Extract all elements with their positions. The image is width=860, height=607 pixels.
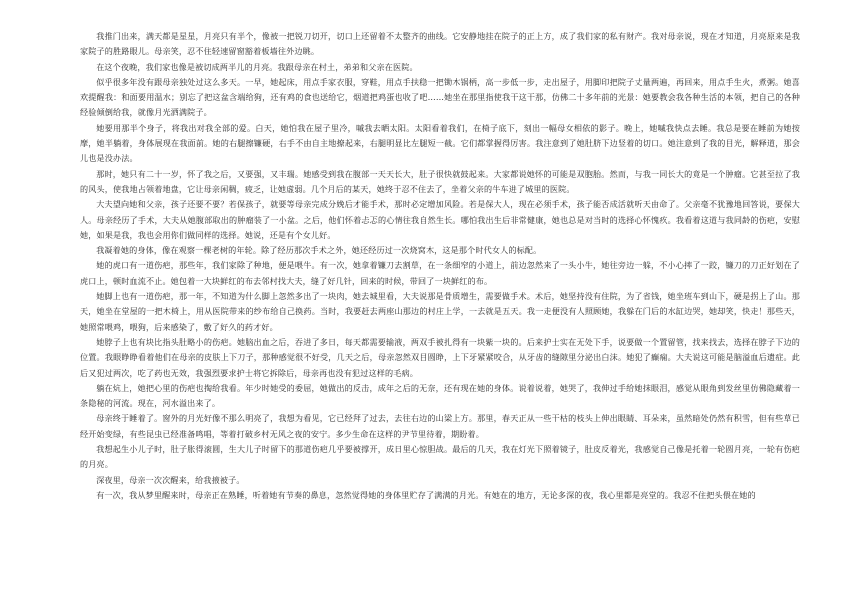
paragraph: 似乎很多年没有跟母亲独处过这么多天。一早，她起床，用点手家衣服，穿鞋，用点手扶稳一把锄木锅柄，高一步低一步，走出屋子，用脚印把院子丈量两遍，再回来，用点手生火，煮粥。她喜欢提醒我：和面要用温水；别忘了把这盆含端给狗，还有鸡的食也送给它，烟道把鸡蛋也收了吧……她坐在那里指使我干这干那，仿佛二十多年前的光景：她要教会我各种生活的本领，把自己的各种经验倾倒给我，就像月光洒满院子。 bbox=[80, 76, 800, 118]
article-body bbox=[80, 29, 800, 503]
paragraph: 躺在炕上，她把心里的伤疤也掏给我看。年少时她受的委屈，她做出的反击，成年之后的无奈，还有现在她的身体。说着说着，她哭了，我伸过手给她抹眼泪，感觉从眼角到发丝里仿佛隐藏着一条隐秘的河流。现在，河水溢出来了。 bbox=[80, 382, 800, 409]
paragraph: 她的虎口有一道伤疤，那些年，我们家除了种地，便是喂牛。有一次，她拿着镰刀去割草，在一条细窄的小道上，前边忽然来了一头小牛，她往旁边一躲，不小心摔了一跤，镰刀的刀正好划在了虎口上，顿时血流不止。她包着一大块鲜红的布去邻村找大夫，缝了好几针，回来的时候，带回了一块鲜红的布。 bbox=[80, 260, 800, 286]
paragraph: 我凝着她的身体，像在观察一棵老树的年轮。除了经历那次手术之外，她还经历过一次烧窝木，这是那个时代女人的标配。 bbox=[96, 245, 542, 256]
paragraph: 她脚上也有一道伤疤，那一年，不知道为什么脚上忽然多出了一块肉，她去城里看，大夫说那是骨质增生，需要做手术。术后，她坚持没有住院，为了省钱，她坐班车到山下，硬是拐上了山。那天，她坐在堂屋的一把木椅上，用从医院带来的纱布给自己换药。当时，我要赶去两座山那边的村庄上学，一去就是五天。我一走便没有人照顾她，我躲在门后的水缸边哭，她却笑，快走！那些天，她照常喂鸡，喂狗，后来感染了，敷了好久的药才好。 bbox=[80, 291, 800, 332]
paragraph: 有一次，我从梦里醒来时，母亲正在熟睡，听着她有节奏的鼻息，忽然觉得她的身体里贮存了满满的月光。有她在的地方，无论多深的夜，我心里都是亮堂的。我忍不住把头偎在她的 bbox=[96, 489, 756, 500]
paragraph: 在这个夜晚，我们家也像是被切成两半儿的月亮。我跟母亲在村土，弟弟和父亲在医院。 bbox=[96, 61, 418, 72]
paragraph: 深夜里，母亲一次次醒来，给我掖被子。 bbox=[96, 474, 245, 485]
paragraph: 她要用那半个身子，将我出对我全部的爱。白天，她怕我在屋子里冷，嘁我去晒太阳。太阳看着我们，在椅子底下，刻出一幅母女相依的影子。晚上，她嘁我快点去睡。我总是要在睡前为她按摩，她半躺着，身体展现在我面前。她的右腿擦镰硬，右手不由自主地撩起来，右腿明显比左腿短一截。它们都掌握得厉害。我注意到了她肚脐下边竖着的切口。她注意到了我的目光，解释道，那会儿也是没办法。 bbox=[80, 122, 800, 164]
paragraph: 她脖子上也有块比指头肚略小的伤疤。她脑出血之后，吞进了多日，每天都需要输液，两双手被扎得有一块紫一块的。后来护士实在无处下手，说要做一个置留管，找来找去，选择在脖子下边的位置。我眼睁睁看着他们在母亲的皮肤上下刀子，那种感觉很不好受，几天之后，母亲忽然双目圆睁，上下牙紧紧咬合，从牙齿的缝隙里分泌出白沫。她犯了癫痫。大夫说这可能是脑溢血后遗症。此后又犯过两次，吃了药也无效，我强烈要求护士将它拆除后，母亲再也没有犯过这样的毛病。 bbox=[80, 336, 800, 378]
paragraph: 那时，她只有二十一岁，怀了我之后，又要强，又丰瑞。她感受到我在腹部一天天长大，肚子很快就鼓起来。大家都说她怀的可能是双胞胎。然而，与我一同长大的竟是一个肿瘤。它甚至拉了我的风头，使我地占领着地盘，它让母亲闲稠，疲乏，让她虚弱。几个月后的某天，她终于忍不住去了，坐着父亲的牛车进了城里的医院。 bbox=[80, 168, 800, 194]
paragraph: 我想起生小儿子时，肚子胀得滚圆，生大儿子时留下的那道伤疤几乎要被撑开，成日里心惊胆战。最后的几天，我在灯光下照着镜子，肚皮反着光，我感觉自己像是托着一轮圆月亮，一轮有伤疤的月亮。 bbox=[80, 444, 800, 470]
paragraph: 大夫望向她和父亲，孩子还要不要？若保孩子，就要等母亲完成分娩后才能手术，那时必定增加风险。若是保大人，现在必须手术，孩子能否成活就听天由命了。父亲毫不犹豫地回答说，要保大人。母亲经历了手术，大夫从她腹部取出的肿瘤装了一小盆。之后，他们怀着忐忑的心情往我自然生长。哪怕我出生后非常健康，她也总是对当时的选择心怀愧疚。我看着这道与我同龄的伤疤，安慰她，如果是我，我也会用你们做同样的选择。她说，还是有个女儿好。 bbox=[80, 199, 800, 240]
paragraph: 母亲终于睡着了。窗外的月光好像不那么明亮了，我想为看见，它已经拜了过去，去往右边的山梁上方。那里，春天正从一些干枯的枝头上伸出眼睛、耳朵来，虽然暗处仍然有积雪，但有些草已经开始变绿，有些昆虫已经准备鸣唱，等着打破乡村无风之夜的安宁。多少生命在这样的尹节里待着，期盼着。 bbox=[80, 413, 800, 439]
paragraph: 我推门出来，满天都是星星，月亮只有半个，像被一把锐刀切开，切口上还留着不太整齐的曲线。它安静地挂在院子的正上方，成了我们家的私有财产。我对母亲说，现在才知道，月亮原来是我家院子的胜路眼儿。母亲笑，忍不住轻速留窗豁着板墙往外边眺。 bbox=[80, 31, 800, 57]
